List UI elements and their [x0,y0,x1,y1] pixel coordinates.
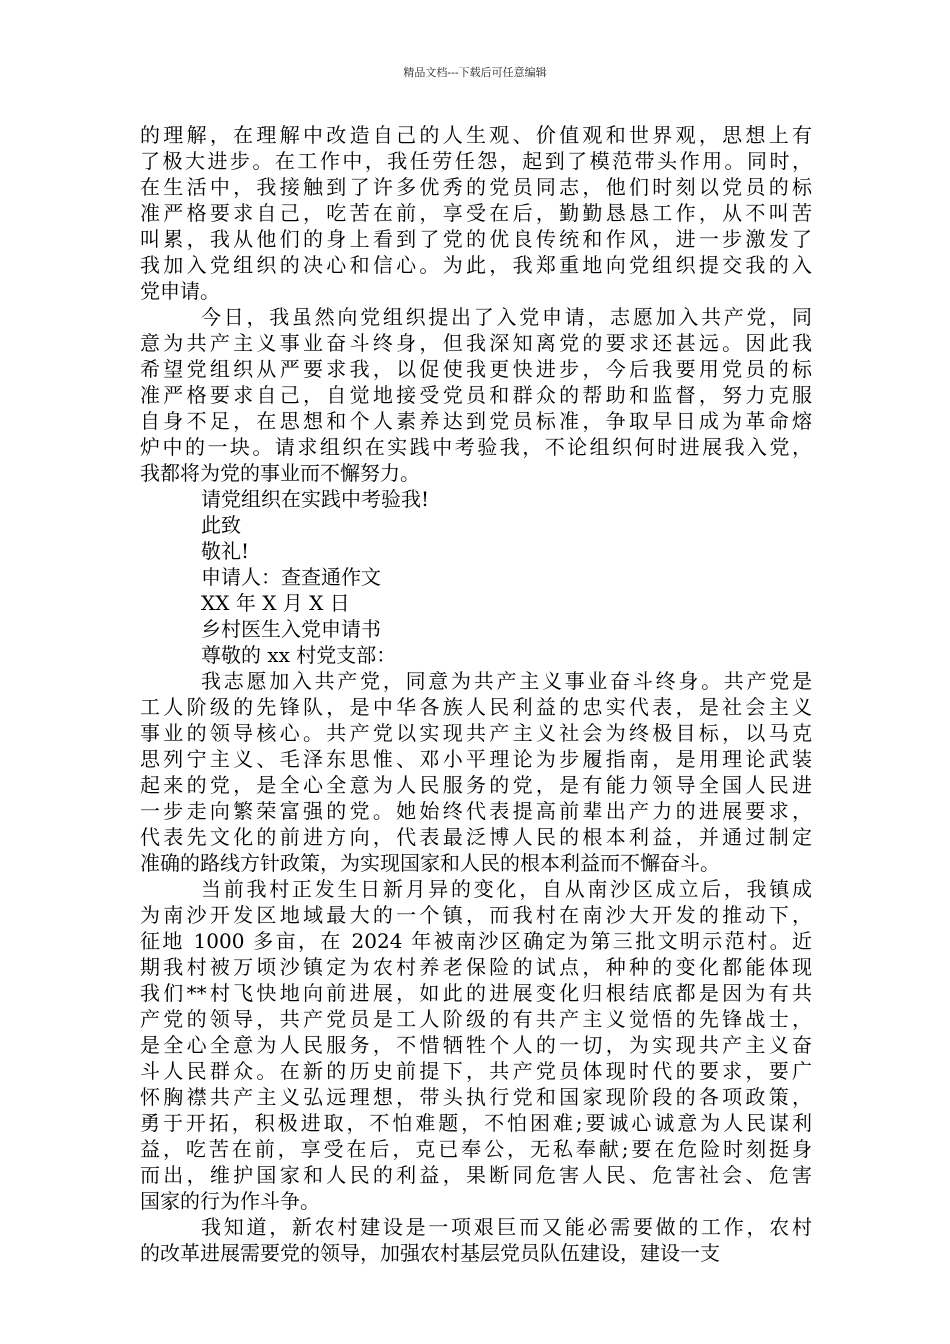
paragraph [140,642,812,668]
text-line: 我们**村飞快地向前进展，如此的进展变化归根结底都是因为有共 [140,981,812,1005]
text-line: 我志愿加入共产党，同意为共产主义事业奋斗终身。共产党是 [201,669,812,693]
text-line: 在生活中，我接触到了许多优秀的党员同志，他们时刻以党员的标 [140,175,812,199]
paragraph [140,590,812,616]
text-line: 自身不足，在思想和个人素养达到党员标准，争取早日成为革命熔 [140,409,812,433]
text-line: 怀胸襟共产主义弘远理想，带头执行党和国家现阶段的各项政策， [140,1085,812,1109]
text-line: 的理解，在理解中改造自己的人生观、价值观和世界观，思想上有 [140,123,812,147]
text-line: 益，吃苦在前，享受在后，克已奉公，无私奉献;要在危险时刻挺身 [140,1137,812,1161]
paragraph [140,876,812,1214]
text-line: 勇于开拓，积极进取，不怕难题，不怕困难;要诚心诚意为人民谋利 [140,1111,812,1135]
paragraph [140,122,812,304]
text-line: 产党的领导，共产党员是工人阶级的有共产主义觉悟的先锋战士， [140,1007,812,1031]
text-line: 准严格要求自己，自觉地接受党员和群众的帮助和监督，努力克服 [140,383,812,407]
paragraph [140,616,812,642]
paragraph [140,1214,812,1266]
paragraph [140,512,812,538]
text-line: 期我村被万顷沙镇定为农村养老保险的试点，种种的变化都能体现 [140,955,812,979]
text-line: 意为共产主义事业奋斗终身，但我深知离党的要求还甚远。因此我 [140,331,812,355]
text-line: 希望党组织从严要求我，以促使我更快进步，今后我要用党员的标 [140,357,812,381]
text-line: 国家的行为作斗争。 [140,1189,320,1213]
text-line: 准确的路线方针政策，为实现国家和人民的根本利益而不懈奋斗。 [140,851,720,875]
text-line: 我都将为党的事业而不懈努力。 [140,461,420,485]
text-line: XX 年 X 月 X 日 [201,591,350,615]
text-line: 是全心全意为人民服务，不惜牺牲个人的一切，为实现共产主义奋 [140,1033,812,1057]
text-line: 敬礼! [201,539,250,563]
text-line: 为南沙开发区地域最大的一个镇，而我村在南沙大开发的推动下， [140,903,812,927]
text-line: 叫累，我从他们的身上看到了党的优良传统和作风，进一步激发了 [140,227,812,251]
text-line: 乡村医生入党申请书 [201,617,381,641]
text-line: 尊敬的 xx 村党支部： [201,643,397,667]
text-line: 一步走向繁荣富强的党。她始终代表提高前辈出产力的进展要求， [140,799,812,823]
document-body [140,122,812,1266]
text-line: 炉中的一块。请求组织在实践中考验我，不论组织何时进展我入党， [140,435,812,459]
text-line: 我知道，新农村建设是一项艰巨而又能必需要做的工作，农村 [201,1215,812,1239]
paragraph [140,538,812,564]
text-line: 思列宁主义、毛泽东思惟、邓小平理论为步履指南，是用理论武装 [140,747,812,771]
text-line: 而出，维护国家和人民的利益，果断同危害人民、危害社会、危害 [140,1163,812,1187]
text-line: 的改革进展需要党的领导，加强农村基层党员队伍建设，建设一支 [140,1241,720,1265]
text-line: 今日，我虽然向党组织提出了入党申请，志愿加入共产党，同 [201,305,812,329]
text-line: 党申请。 [140,279,220,303]
text-line: 当前我村正发生日新月异的变化，自从南沙区成立后，我镇成 [201,877,812,901]
text-line: 此致 [201,513,241,537]
text-line: 斗人民群众。在新的历史前提下，共产党员体现时代的要求，要广 [140,1059,812,1083]
text-line: 事业的领导核心。共产党以实现共产主义社会为终极目标，以马克 [140,721,812,745]
text-line: 起来的党，是全心全意为人民服务的党，是有能力领导全国人民进 [140,773,812,797]
paragraph [140,564,812,590]
text-line: 征地 1000 多亩，在 2024 年被南沙区确定为第三批文明示范村。近 [140,929,812,953]
paragraph [140,486,812,512]
text-line: 申请人：查查通作文 [201,565,381,589]
text-line: 工人阶级的先锋队，是中华各族人民利益的忠实代表，是社会主义 [140,695,812,719]
text-line: 我加入党组织的决心和信心。为此，我郑重地向党组织提交我的入 [140,253,812,277]
text-line: 准严格要求自己，吃苦在前，享受在后，勤勤恳恳工作，从不叫苦 [140,201,812,225]
paragraph [140,304,812,486]
text-line: 请党组织在实践中考验我! [201,487,430,511]
page-header: 精品文档---下载后可任意编辑 [403,66,547,79]
text-line: 代表先文化的前进方向，代表最泛博人民的根本利益，并通过制定 [140,825,812,849]
paragraph [140,668,812,876]
text-line: 了极大进步。在工作中，我任劳任怨，起到了模范带头作用。同时， [140,149,812,173]
